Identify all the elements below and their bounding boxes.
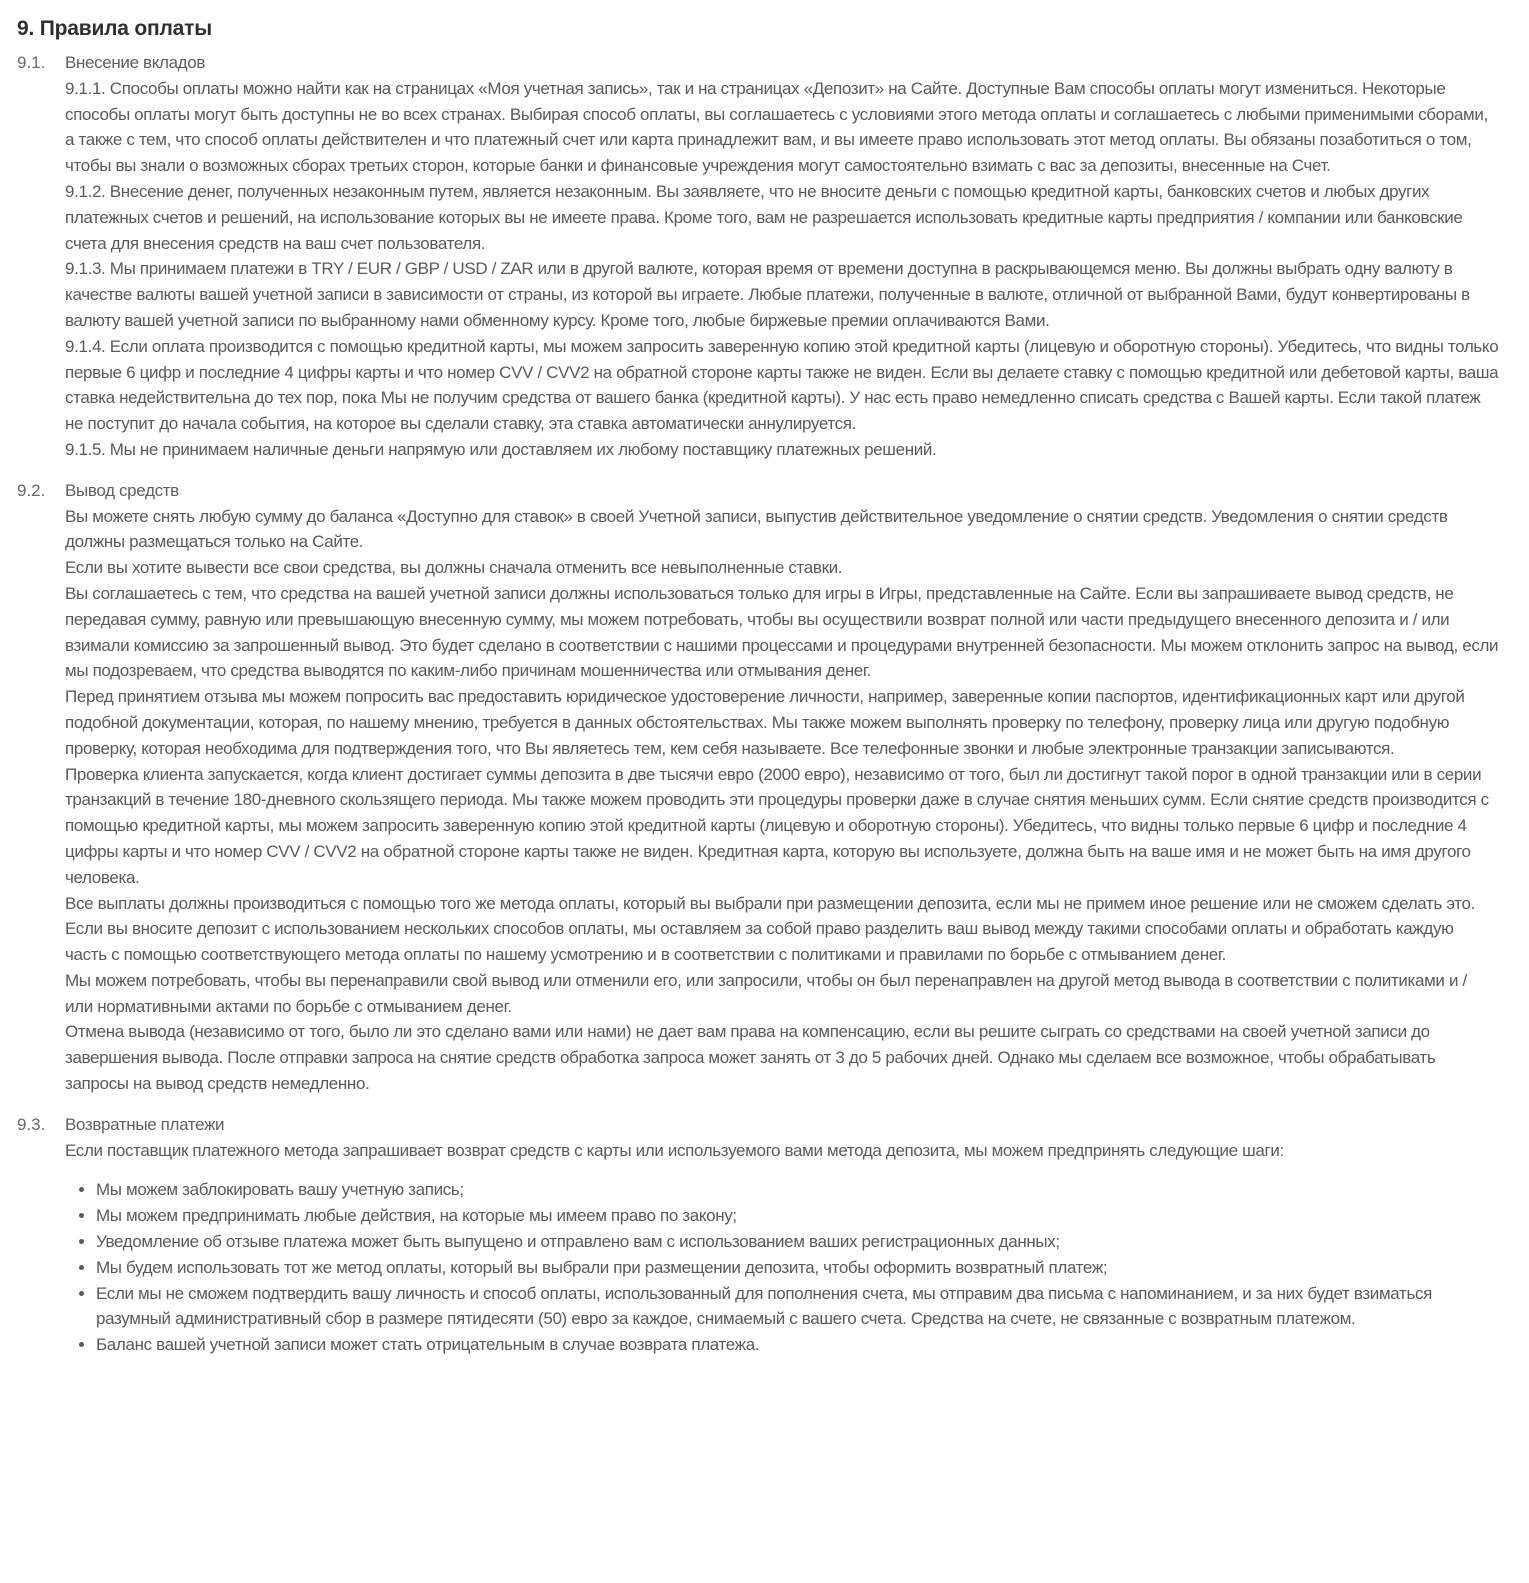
paragraph: 9.1.3. Мы принимаем платежи в TRY / EUR / GBP / USD / ZAR или в другой валюте, которая время от времени доступна в раскрывающемся меню. Вы должны выбрать одну валюту в качестве валюты вашей учетной записи в зависимости от страны, из которой вы играете. Любые платежи, полученные в валюте, отличной от выбранной Вами, будут конвертированы в валюту вашей учетной записи по выбранному нами обменному курсу. Кроме того, любые биржевые премии оплачиваются Вами. — [65, 259, 1470, 330]
paragraph: Вы соглашаетесь с тем, что средства на вашей учетной записи должны использоваться только для игры в Игры, представленные на Сайте. Если вы запрашиваете вывод средств, не передавая сумму, равную или превышающую внесенную сумму, мы можем потребовать, чтобы вы осуществили возврат полной или части предыдущего внесенного депозита и / или взимали комиссию за запрошенный вывод. Это будет сделано в соответствии с нашими процессами и процедурами внутренней безопасности. Мы можем отклонить запрос на вывод, если мы подозреваем, что средства выводятся по каким-либо причинам мошенничества или отмывания денег. — [65, 583, 1499, 681]
section-number: 9.1. — [17, 53, 46, 72]
list-item: • Баланс вашей учетной записи может стать отрицательным в случае возврата платежа. — [96, 1332, 1499, 1358]
list-item: • Мы можем заблокировать вашу учетную запись; — [96, 1177, 1499, 1203]
paragraph: Проверка клиента запускается, когда клиент достигает суммы депозита в две тысячи евро (2000 евро), независимо от того, был ли достигнут такой порог в одной транзакции или в серии транзакций в течение 180-дневного скользящего периода. Мы также можем проводить эти процедуры проверки даже в случае снятия меньших сумм. Если снятие средств производится с помощью кредитной карты, мы можем запросить заверенную копию этой кредитной карты (лицевую и оборотную стороны). Убедитесь, что видны только первые 6 цифр и последние 4 цифры карты и что номер CVV / CVV2 на обратной стороне карты также не виден. Кредитная карта, которую вы используете, должна быть на ваше имя и не может быть на имя другого человека. — [65, 764, 1489, 887]
page-title: 9. Правила оплаты — [17, 17, 212, 40]
list-item: • Мы будем использовать тот же метод оплаты, который вы выбрали при размещении депозита, чтобы оформить возвратный платеж; — [96, 1255, 1499, 1281]
paragraph: Отмена вывода (независимо от того, было ли это сделано вами или нами) не дает вам права на компенсацию, если вы решите сыграть со средствами на своей учетной записи до завершения вывода. После отправки запроса на снятие средств обработка запроса может занять от 3 до 5 рабочих дней. Однако мы сделаем все возможное, чтобы обрабатывать запросы на вывод средств немедленно. — [65, 1022, 1436, 1094]
section-number: 9.2. — [17, 480, 46, 500]
paragraph: Перед принятием отзыва мы можем попросить вас предоставить юридическое удостоверение личности, например, заверенные копии паспортов, идентификационных карт или другой подобной документации, которая, по нашему мнению, требуется в данных обстоятельствах. Мы также можем выполнять проверку по телефону, проверку лица или другую подобную проверку, которая необходима для подтверждения того, что Вы являетесь тем, кем себя называете. Все телефонные звонки и любые электронные транзакции записываются. — [65, 687, 1465, 758]
paragraph: Если вы хотите вывести все свои средства, вы должны сначала отменить все невыполненные ставки. — [65, 558, 843, 578]
section-9-3 — [17, 1112, 1499, 1358]
section-number: 9.3. — [17, 1114, 46, 1134]
paragraph: Вы можете снять любую сумму до баланса «Доступно для ставок» в своей Учетной записи, выпустив действительное уведомление о снятии средств. Уведомления о снятии средств должны размещаться только на Сайте. — [65, 506, 1448, 552]
list-item: • Если мы не сможем подтвердить вашу личность и способ оплаты, использованный для пополнения счета, мы отправим два письма с напоминанием, и за них будет взиматься разумный административный сбор в размере пятидесяти (50) евро за каждое, снимаемый с вашего счета. Средства на счете, не связанные с возвратным платежом. — [96, 1281, 1499, 1333]
paragraph: Все выплаты должны производиться с помощью того же метода оплаты, который вы выбрали при размещении депозита, если мы не примем иное решение или не сможем сделать это. Если вы вносите депозит с использованием нескольких способов оплаты, мы оставляем за собой право разделить ваш вывод между такими способами оплаты и обработать каждую часть с помощью соответствующего метода оплаты по нашему усмотрению и в соответствии с политиками и правилами по борьбе с отмыванием денег. — [65, 893, 1475, 965]
paragraph: Мы можем потребовать, чтобы вы перенаправили свой вывод или отменили его, или запросили, чтобы он был перенаправлен на другой метод вывода в соответствии с политиками и / или нормативными актами по борьбе с отмыванием денег. — [65, 970, 1467, 1016]
paragraph: 9.1.2. Внесение денег, полученных незаконным путем, является незаконным. Вы заявляете, что не вносите деньги с помощью кредитной карты, банковских счетов и любых других платежных счетов и решений, на использование которых вы не имеете права. Кроме того, вам не разрешается использовать кредитные карты предприятия / компании или банковские счета для внесения средств на ваш счет пользователя. — [65, 181, 1463, 253]
section-title: Возвратные платежи — [65, 1114, 225, 1134]
section-title: Внесение вкладов — [65, 53, 206, 72]
section-9-2 — [17, 478, 1499, 1097]
bullet-list — [65, 1177, 1499, 1358]
paragraph: 9.1.4. Если оплата производится с помощью кредитной карты, мы можем запросить заверенную копию этой кредитной карты (лицевую и оборотную стороны). Убедитесь, что видны только первые 6 цифр и последние 4 цифры карты и что номер CVV / CVV2 на обратной стороне карты также не виден. Если вы делаете ставку с помощью кредитной или дебетовой карты, ваша ставка недействительна до тех пор, пока Мы не получим средства от вашего банка (кредитной карты). У нас есть право немедленно списать средства с Вашей карты. Если такой платеж не поступит до начала события, на которое вы сделали ставку, эта ставка автоматически аннулируется. — [65, 336, 1499, 434]
paragraph: 9.1.5. Мы не принимаем наличные деньги напрямую или доставляем их любому поставщику платежных решений. — [65, 439, 937, 459]
paragraph: 9.1.1. Способы оплаты можно найти как на страницах «Моя учетная запись», так и на страницах «Депозит» на Сайте. Доступные Вам способы оплаты могут измениться. Некоторые способы оплаты могут быть доступны не во всех странах. Выбирая способ оплаты, вы соглашаетесь с условиями этого метода оплаты и соглашаетесь с любыми применимыми сборами, а также с тем, что способ оплаты действителен и что платежный счет или карта принадлежит вам, и вы имеете право использовать этот метод оплаты. Вы обязаны позаботиться о том, чтобы вы знали о возможных сборах третьих сторон, которые банки и финансовые учреждения могут самостоятельно взимать с вас за депозиты, внесенные на Счет. — [65, 78, 1488, 176]
list-item: • Уведомление об отзыве платежа может быть выпущено и отправлено вам с использованием ваших регистрационных данных; — [96, 1229, 1499, 1255]
section-title: Вывод средств — [65, 480, 179, 500]
paragraph: Если поставщик платежного метода запрашивает возврат средств с карты или используемого вами метода депозита, мы можем предпринять следующие шаги: — [65, 1140, 1284, 1160]
section-9-1 — [17, 50, 1499, 463]
list-item: • Мы можем предпринимать любые действия, на которые мы имеем право по закону; — [96, 1203, 1499, 1229]
